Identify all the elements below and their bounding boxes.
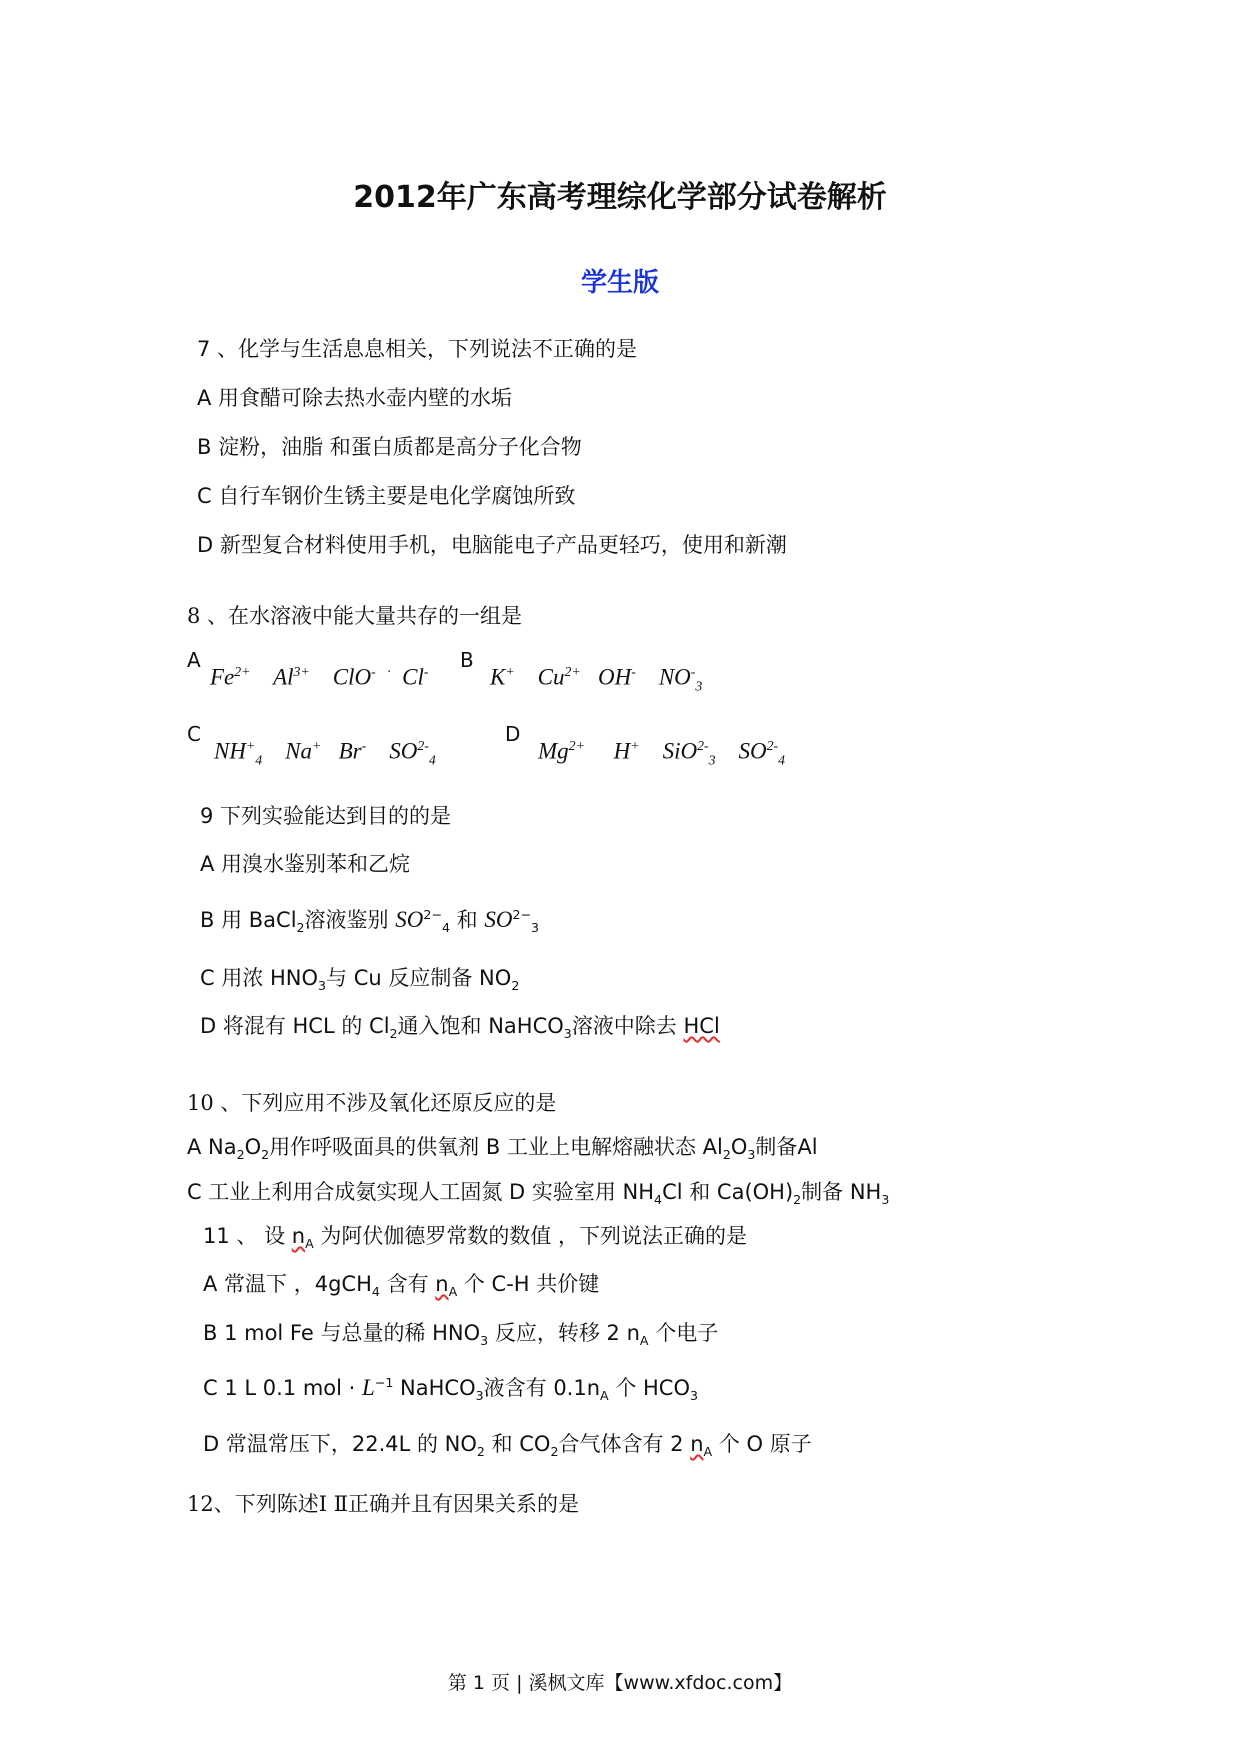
q8-label-d: D [505,722,521,746]
q8-option-c-ions: $NH^+_4$ Na+ Br- $SO^{2-}_4$ [214,738,436,768]
q10-options-ab: A $Na_2O_2$用作呼吸面具的供氧剂 B 工业上电解熔融状态 $Al_2O_3$制备Al [187,1135,818,1163]
q8-label-a: A [187,648,201,672]
q11-option-a: A 常温下 ，4gCH$_4$ 含有 $n_A$ 个 C-H 共价键 [203,1272,600,1300]
q10-options-cd: C 工业上利用合成氨实现人工固氮 D 实验室用 $NH_4Cl$ 和 $Ca(OH)_2$制备 $NH_3$ [187,1180,890,1208]
q7-option-c: C 自行车钢价生锈主要是电化学腐蚀所致 [197,484,576,508]
q7-stem: 7 、化学与生活息息相关，下列说法不正确的是 [197,337,638,361]
q8-stem: 8 、在水溶液中能大量共存的一组是 [187,604,523,628]
page-footer: 第 1 页 | 溪枫文库【www.xfdoc.com】 [447,1672,793,1694]
q11-stem: 11 、 设 $n_A$ 为阿伏伽德罗常数的数值 ，下列说法正确的是 [203,1224,748,1252]
q8-label-c: C [187,722,201,746]
page-title: 2012年广东高考理综化学部分试卷解析 [353,180,887,215]
q8-option-d-ions: $Mg^{2+}$ H+ SiO$^{2-}_3$ $SO^{2-}_4$ [538,738,786,768]
q8-label-b: B [460,648,474,672]
q11-option-b: B 1 mol Fe 与总量的稀 $HNO_3$ 反应，转移 2 $n_A$ 个电子 [203,1321,719,1349]
q10-stem: 10 、下列应用不涉及氧化还原反应的是 [187,1091,557,1115]
q7-option-b: B 淀粉，油脂 和蛋白质都是高分子化合物 [197,435,582,459]
q8-option-a-ions: $Fe^{2+}$ $Al^{3+}$ ClO- · Cl- [210,664,429,690]
q7-option-d: D 新型复合材料使用手机，电脑能电子产品更轻巧，使用和新潮 [197,533,787,557]
q9-stem: 9 下列实验能达到目的的是 [200,804,452,828]
q9-option-c: C 用浓 $HNO_3$与 Cu 反应制备 $NO_2$ [200,966,520,994]
q11-option-d: D 常温常压下，22.4L 的 $NO_2$ 和 $CO_2$合气体含有 2 $n_A$ 个 O 原子 [203,1432,812,1460]
q9-option-d: D 将混有 HCL 的 $Cl_2$通入饱和 NaHCO$_3$溶液中除去 HCl [200,1014,720,1042]
q9-option-b: B 用 BaCl$_2$溶液鉴别 $SO^{2-}_4$ 和 $SO^{2-}_3$ [200,907,540,936]
page-subtitle: 学生版 [580,268,659,298]
q12-stem: 12、下列陈述Ⅰ Ⅱ正确并且有因果关系的是 [187,1492,579,1516]
q8-option-b-ions: K+ $Cu^{2+}$ OH- $NO^-_3$ [490,664,703,694]
q9-option-a: A 用溴水鉴别苯和乙烷 [200,852,411,876]
q11-option-c: C 1 L 0.1 mol · $L^{-1}$ NaHCO$_3$液含有 $0.1n_A$ 个 $HCO_3$ [203,1375,699,1404]
q7-option-a: A 用食醋可除去热水壶内壁的水垢 [197,386,513,410]
